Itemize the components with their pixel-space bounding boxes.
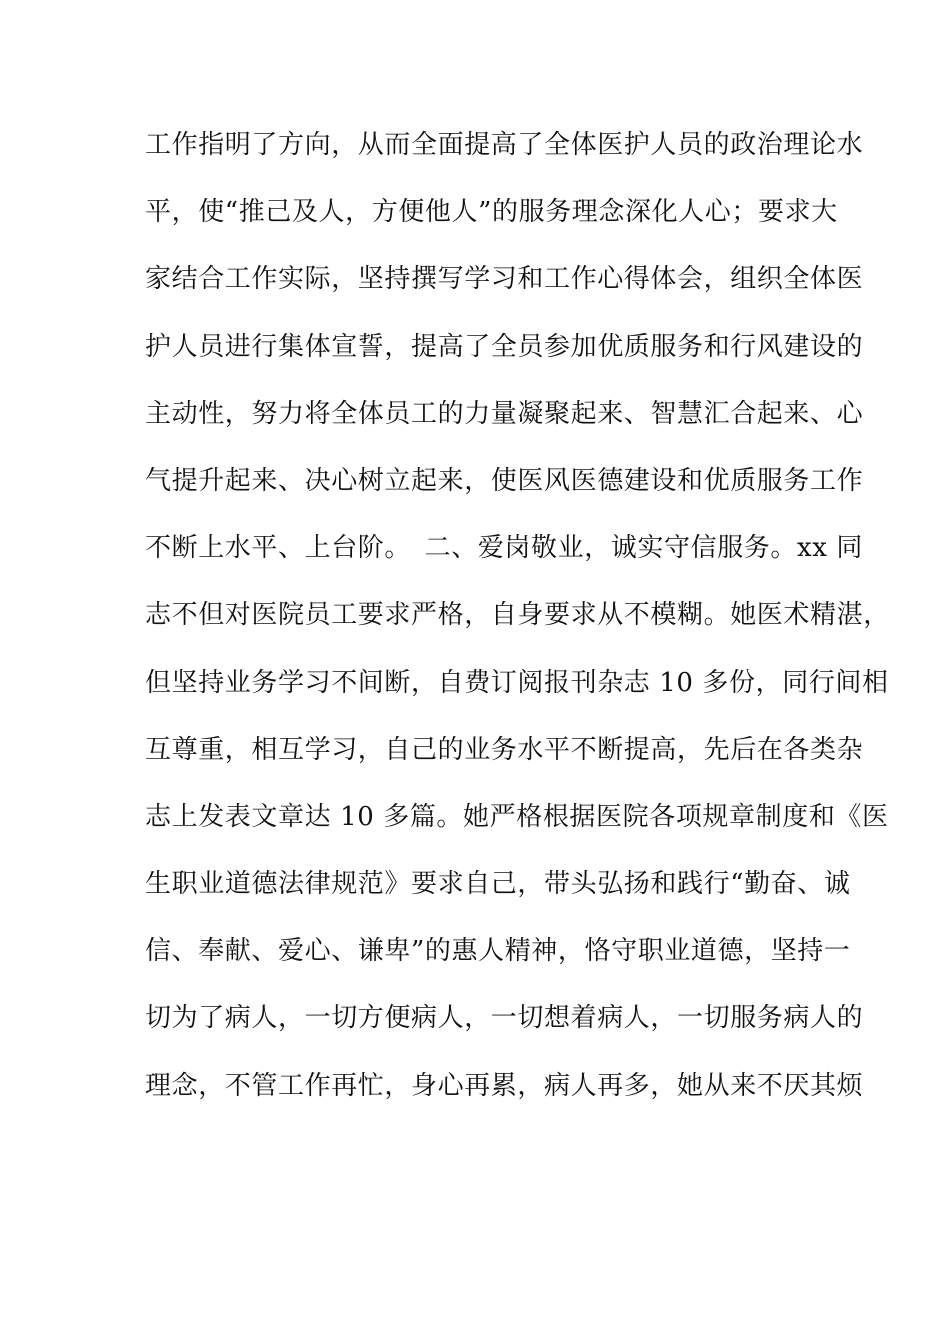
text-line-12: 生职业道德法律规范》要求自己，带头弘扬和践行“勤奋、诚 <box>145 869 851 900</box>
text-line-15: 理念，不管工作再忙，身心再累，病人再多，她从来不厌其烦 <box>145 1070 864 1101</box>
text-line-1: 工作指明了方向，从而全面提高了全体医护人员的政治理论水 <box>145 130 864 160</box>
text-line-4: 护人员进行集体宣誓，提高了全员参加优质服务和行风建设的 <box>145 331 864 362</box>
text-line-9: 但坚持业务学习不间断，自费订阅报刊杂志 10 多份，同行间相 <box>145 667 889 698</box>
text-line-13: 信、奉献、爱心、谦卑”的惠人精神，恪守职业道德，坚持一 <box>145 936 851 967</box>
text-line-10: 互尊重，相互学习，自己的业务水平不断提高，先后在各类杂 <box>145 734 864 765</box>
text-line-5: 主动性，努力将全体员工的力量凝聚起来、智慧汇合起来、心 <box>145 398 864 429</box>
text-line-6: 气提升起来、决心树立起来，使医风医德建设和优质服务工作 <box>145 465 864 496</box>
text-line-8: 志不但对医院员工要求严格，自身要求从不模糊。她医术精湛， <box>145 600 890 631</box>
text-line-11: 志上发表文章达 10 多篇。她严格根据医院各项规章制度和《医 <box>145 801 889 832</box>
text-line-7: 不断上水平、上台阶。 二、爱岗敬业，诚实守信服务。xx 同 <box>145 533 863 564</box>
text-line-3: 家结合工作实际，坚持撰写学习和工作心得体会，组织全体医 <box>145 264 864 295</box>
text-line-14: 切为了病人，一切方便病人，一切想着病人，一切服务病人的 <box>145 1003 864 1034</box>
text-line-2: 平，使“推己及人，方便他人”的服务理念深化人心；要求大 <box>145 197 838 228</box>
body-text <box>145 130 890 1140</box>
